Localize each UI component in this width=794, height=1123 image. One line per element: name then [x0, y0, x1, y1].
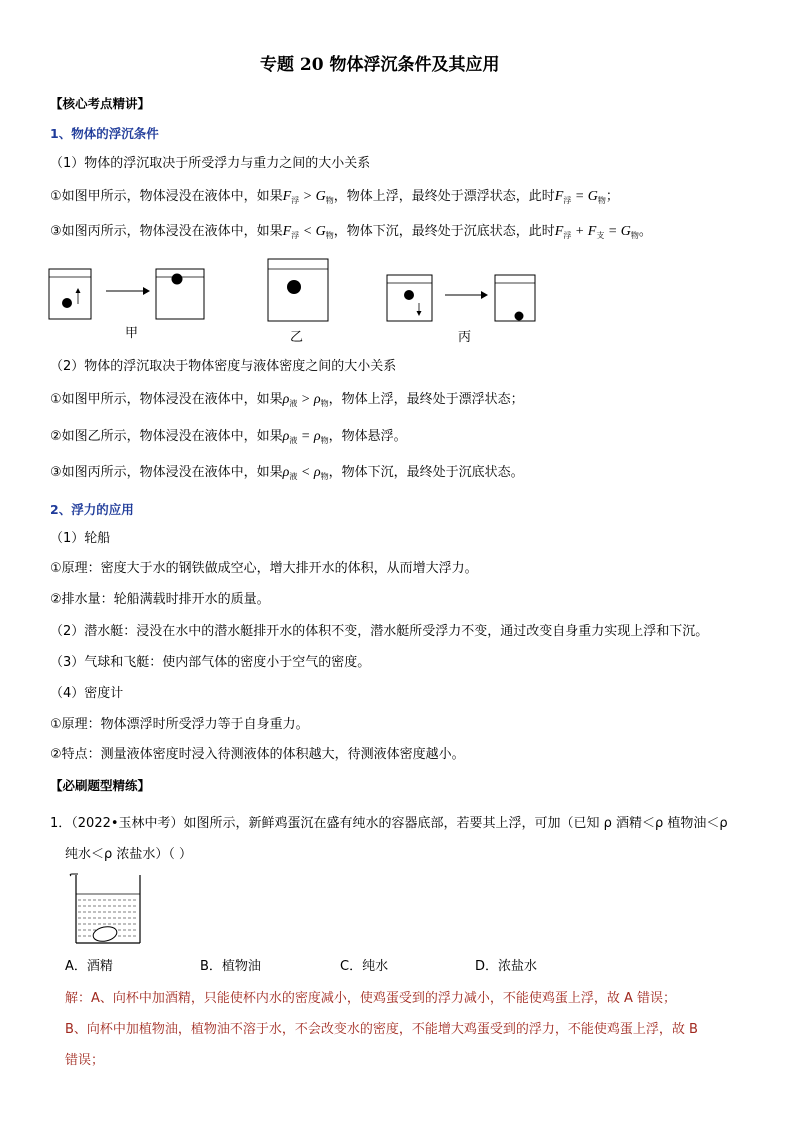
- formula-rho-lt: $\rho_液 < \rho_物$: [282, 465, 329, 481]
- app-hydrometer-principle: ①原理：物体漂浮时所受浮力等于自身重力。: [50, 717, 309, 732]
- app-ship-displacement: ②排水量：轮船满载时排开水的质量。: [50, 592, 270, 607]
- option-b: B．植物油: [200, 959, 261, 974]
- page-title: 专题 20 物体浮沉条件及其应用: [260, 55, 500, 75]
- formula-rho-eq: $\rho_液 = \rho_物$: [282, 429, 329, 445]
- solution-line1: 解：A、向杯中加酒精，只能使杯内水的密度减小，使鸡蛋受到的浮力减小，不能使鸡蛋上浮，故 A 错误；: [65, 991, 677, 1006]
- app-ship-principle: ①原理：密度大于水的钢铁做成空心，增大排开水的体积，从而增大浮力。: [50, 561, 478, 576]
- label-bing: 丙: [458, 330, 472, 345]
- solution-line2: B、向杯中加植物油，植物油不溶于水，不会改变水的密度，不能增大鸡蛋受到的浮力，不能使鸡蛋上浮，故 B: [65, 1022, 698, 1037]
- arrow-jia: [106, 287, 150, 295]
- option-c: C．纯水: [340, 959, 389, 974]
- app-hydrometer: （4）密度计: [50, 686, 124, 701]
- beaker-bing-after: [495, 275, 535, 321]
- option-d: D．浓盐水: [475, 959, 538, 974]
- option-a: A．酒精: [65, 959, 113, 974]
- beaker-yi: [268, 259, 328, 321]
- formula-f-lt-g: $F_浮 < G_物$: [282, 224, 334, 240]
- line-jia-force: ①如图甲所示，物体浸没在液体中，如果$F_浮 > G_物$，物体上浮，最终处于漂浮状态，此时$F_浮 = G_物$；: [50, 189, 619, 205]
- section-core: 【核心考点精讲】: [50, 96, 151, 111]
- app-balloon: （3）气球和飞艇：使内部气体的密度小于空气的密度。: [50, 655, 371, 670]
- question-1-line2: 纯水＜ρ 浓盐水）（ ）: [65, 847, 193, 862]
- egg-icon: [92, 925, 118, 944]
- line-density-yi: ②如图乙所示，物体浸没在液体中，如果$\rho_液 = \rho_物$，物体悬浮。: [50, 429, 407, 445]
- formula-rho-gt: $\rho_液 > \rho_物$: [282, 392, 329, 408]
- heading-float-conditions: 1、物体的浮沉条件: [50, 126, 159, 141]
- line-density-jia: ①如图甲所示，物体浸没在液体中，如果$\rho_液 > \rho_物$，物体上浮，最终处于漂浮状态；: [50, 392, 524, 408]
- beaker-jia-before: [49, 269, 91, 319]
- label-jia: 甲: [125, 326, 139, 341]
- beaker-jia-after: [156, 269, 204, 319]
- section-practice: 【必刷题型精练】: [50, 778, 151, 793]
- label-yi: 乙: [290, 330, 304, 345]
- egg-beaker-figure: [68, 872, 144, 948]
- para-density-relation: （2）物体的浮沉取决于物体密度与液体密度之间的大小关系: [50, 359, 397, 374]
- solution-line3: 错误；: [65, 1053, 105, 1068]
- heading-applications: 2、浮力的应用: [50, 502, 134, 517]
- arrow-bing: [445, 291, 488, 299]
- app-hydrometer-feature: ②特点：测量液体密度时浸入待测液体的体积越大，待测液体密度越小。: [50, 747, 465, 762]
- float-diagrams: [40, 255, 560, 350]
- line-density-bing: ③如图丙所示，物体浸没在液体中，如果$\rho_液 < \rho_物$，物体下沉，最终处于沉底状态。: [50, 465, 524, 481]
- beaker-bing-before: [387, 275, 432, 321]
- question-1-line1: 1．（2022•玉林中考）如图所示，新鲜鸡蛋沉在盛有纯水的容器底部，若要其上浮，可加（已知 ρ 酒精＜ρ 植物油＜ρ: [50, 816, 728, 831]
- app-ship: （1）轮船: [50, 531, 111, 546]
- para-force-relation: （1）物体的浮沉取决于所受浮力与重力之间的大小关系: [50, 156, 371, 171]
- app-submarine: （2）潜水艇：浸没在水中的潜水艇排开水的体积不变，潜水艇所受浮力不变，通过改变自身重力实现上浮和下沉。: [50, 624, 709, 639]
- formula-f-gt-g: $F_浮 > G_物$: [282, 189, 334, 205]
- line-bing-force: ③如图丙所示，物体浸没在液体中，如果$F_浮 < G_物$，物体下沉，最终处于沉底状态，此时$F_浮 + F_支 = G_物$。: [50, 224, 652, 240]
- formula-f-plus-support: $F_浮 + F_支 = G_物$: [554, 224, 639, 240]
- formula-f-eq-g: $F_浮 = G_物$: [554, 189, 606, 205]
